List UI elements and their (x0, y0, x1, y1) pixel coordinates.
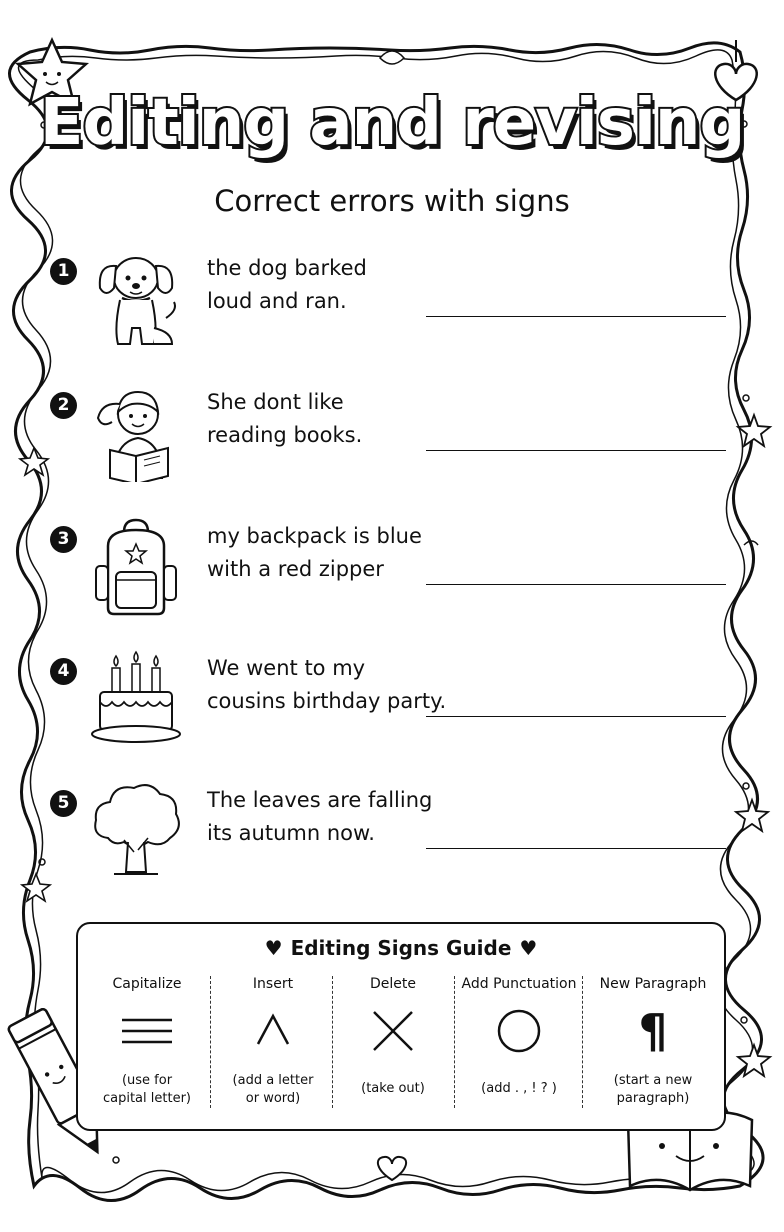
exercise-item-5 (0, 780, 784, 890)
item-number: 4 (50, 658, 77, 685)
answer-line[interactable] (426, 584, 726, 585)
guide-title-text: Editing Signs Guide (290, 936, 512, 960)
sentence-line-1: We went to my (207, 656, 366, 680)
guide-title (78, 936, 724, 960)
circle-icon (494, 1006, 544, 1056)
sentence-line-1: the dog barked (207, 256, 367, 280)
column-divider (582, 976, 583, 1108)
exercise-item-2 (0, 382, 784, 492)
item-number: 2 (50, 392, 77, 419)
sentence-line-2: loud and ran. (207, 289, 347, 313)
column-divider (210, 976, 211, 1108)
answer-line[interactable] (426, 450, 726, 451)
sign-description: (take out) (361, 1081, 425, 1096)
sentence-line-2: cousins birthday party. (207, 689, 447, 713)
column-divider (454, 976, 455, 1108)
sentence-line-1: my backpack is blue (207, 524, 422, 548)
bottom-heart-icon (378, 1157, 406, 1180)
sign-description: (use for capital letter) (102, 1073, 191, 1106)
girl-reading-icon (88, 382, 184, 482)
sentence-line-2: its autumn now. (207, 821, 375, 845)
heart-icon: ♥ (519, 936, 538, 960)
sentence-line-2: reading books. (207, 423, 363, 447)
heart-icon: ♥ (264, 936, 283, 960)
sign-label: Delete (370, 976, 416, 992)
sign-description: (add a letter or word) (232, 1073, 314, 1106)
sign-insert (212, 976, 334, 1116)
sign-label: Insert (252, 976, 294, 992)
sign-description: (start a new paragraph) (613, 1073, 693, 1106)
sign-add-punctuation (456, 976, 582, 1116)
sign-new-paragraph (590, 976, 716, 1116)
item-number: 3 (50, 526, 77, 553)
tree-icon (88, 780, 184, 880)
sign-description: (add . , ! ? ) (481, 1081, 557, 1096)
sign-label: Capitalize (112, 976, 182, 992)
leaf-ornament-icon (380, 51, 404, 64)
sentence-line-1: She dont like (207, 390, 344, 414)
caret-icon (248, 1006, 298, 1056)
answer-line[interactable] (426, 848, 726, 849)
sign-label: Add Punctuation (461, 976, 577, 992)
exercise-item-1 (0, 248, 784, 358)
triple-underline-icon (122, 1006, 172, 1056)
dog-icon (88, 248, 184, 348)
pilcrow-icon: ¶ (638, 1004, 668, 1058)
editing-signs-guide (76, 922, 726, 1131)
exercise-item-3 (0, 516, 784, 626)
exercise-item-4 (0, 648, 784, 758)
answer-line[interactable] (426, 316, 726, 317)
backpack-icon (88, 516, 184, 616)
x-mark-icon (368, 1006, 418, 1056)
sign-delete (332, 976, 454, 1116)
item-number: 5 (50, 790, 77, 817)
page-title: Editing and revising (39, 86, 745, 160)
answer-line[interactable] (426, 716, 726, 717)
sentence-line-1: The leaves are falling (207, 788, 433, 812)
sentence-line-2: with a red zipper (207, 557, 384, 581)
page-subtitle: Correct errors with signs (214, 184, 570, 218)
sign-capitalize (86, 976, 208, 1116)
birthday-cake-icon (88, 648, 184, 748)
item-number: 1 (50, 258, 77, 285)
sign-label: New Paragraph (599, 976, 707, 992)
